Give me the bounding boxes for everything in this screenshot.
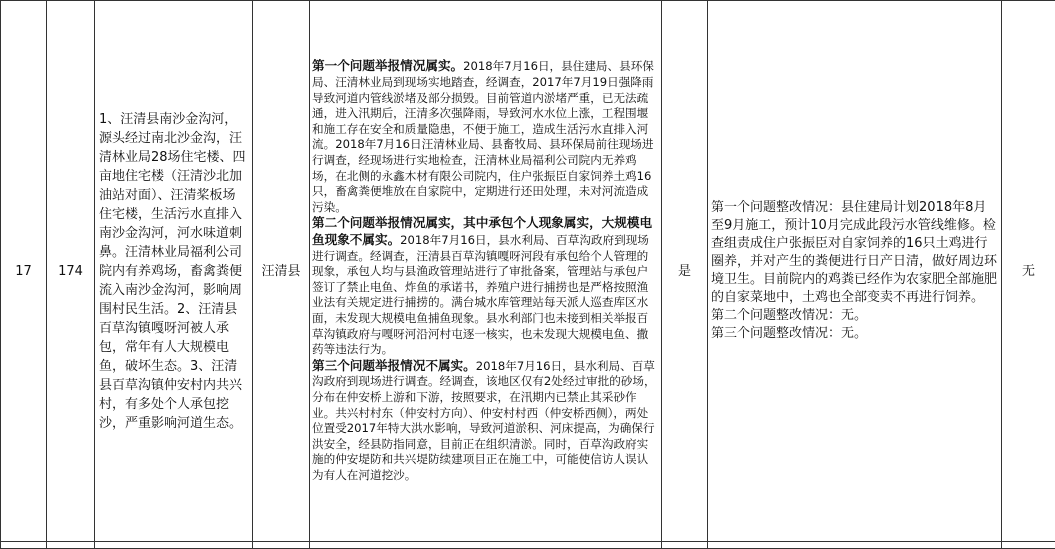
table-row-next xyxy=(1,542,1055,549)
rectification-cell xyxy=(708,1,1002,542)
next-row-cell xyxy=(708,542,1002,549)
next-row-cell xyxy=(1,542,47,549)
case-number-cell: 174 xyxy=(47,1,95,542)
table-row xyxy=(1,1,1055,542)
next-row-cell xyxy=(662,542,708,549)
next-row-cell xyxy=(253,542,310,549)
finding-1-heading: 第一个问题举报情况属实。 xyxy=(312,58,463,73)
issue-cell xyxy=(95,1,253,542)
issue-text: 1、汪清县南沙金沟河，源头经过南北沙金沟，汪清林业局28场住宅楼、四亩地住宅楼（汪清沙北加油站对面）、汪清桨板场住宅楼，生活污水直排入南沙金沟河，河水味道刺鼻。汪清林业局福利公司院内有养鸡场，畜禽粪便流入南沙金沟河，影响周围村民生活。2、汪清县百草沟镇嘎呀河被人承包，常年有人大规模电鱼，破坏生态。3、汪清县百草沟镇仲安村内共兴村，有多处个人承包挖沙，严重影响河道生态。 xyxy=(95,110,252,433)
finding-1 xyxy=(312,58,659,215)
next-row-cell xyxy=(1002,542,1055,549)
next-row-cell xyxy=(95,542,253,549)
finding-1-body: 2018年7月16日，县住建局、县环保局、汪清林业局到现场实地踏查，经调查，2017年7月19日强降雨导致河道内管线淤堵及部分损毁。目前管道内淤堵严重，已无法疏通，进入汛期后，汪清多次强降雨，导致河水水位上涨，工程围堰和施工存在安全和质量隐患，不便于施工，造成生活污水直排入河流。2018年7月16日汪清林业局、县畜牧局、县环保局前往现场进行调查，经现场进行实地检查，汪清林业局福利公司院内无养鸡场，在北侧的永鑫木材有限公司院内，住户张振臣自家饲养土鸡16只，畜禽粪便堆放在自家院中，定期进行还田处理，未对河流造成污染。 xyxy=(312,59,654,213)
next-row-cell xyxy=(47,542,95,549)
district-cell: 汪清县 xyxy=(253,1,310,542)
rectification-2: 第二个问题整改情况：无。 xyxy=(711,307,998,325)
seq-cell: 17 xyxy=(1,1,47,542)
finding-2 xyxy=(312,215,659,357)
finding-3 xyxy=(312,358,659,484)
finding-2-heading: 第二个问题举报情况属实，其中承包个人现象属实，大规模电鱼现象不属实。 xyxy=(312,215,652,247)
findings-text xyxy=(310,58,661,483)
findings-cell xyxy=(310,1,662,542)
next-row-cell xyxy=(310,542,662,549)
accountability-cell: 无 xyxy=(1002,1,1055,542)
rectification-3: 第三个问题整改情况：无。 xyxy=(711,325,998,343)
rectification-text xyxy=(708,199,1001,343)
finding-3-heading: 第三个问题举报情况不属实。 xyxy=(312,358,476,373)
verified-cell: 是 xyxy=(662,1,708,542)
finding-2-body: 2018年7月16日，县水利局、百草沟政府到现场进行调查。经调查，汪清县百草沟镇嘎呀河段有承包给个人管理的现象，承包人均与县渔政管理站进行了审批备案，管理站与承包户签订了禁止电鱼、炸鱼的承诺书，养殖户进行捕捞也是严格按照渔业法有关规定进行捕捞的。满台城水库管理站每天派人巡查库区水面，未发现大规模电鱼捕鱼现象。县水利部门也未接到相关举报百草沟镇政府与嘎呀河沿河村屯逐一核实，也未发现大规模电鱼、撒药等违法行为。 xyxy=(312,233,649,356)
finding-3-body: 2018年7月16日，县水利局、百草沟政府到现场进行调查。经调查，该地区仅有2处经过审批的砂场，分布在仲安桥上游和下游，按照要求，在汛期内已禁止其采砂作业。共兴村村东（仲安村方向）、仲安村村西（仲安桥西侧），两处位置受2017年特大洪水影响，导致河道淤积、河床提高，为确保行洪安全，经县防指同意，目前正在组织清淤。同时，百草沟政府实施的仲安堤防和共兴堤防续建项目正在施工中，可能使信访人误认为有人在河道挖沙。 xyxy=(312,359,656,482)
rectification-1: 第一个问题整改情况：县住建局计划2018年8月至9月施工，预计10月完成此段污水管线维修。检查组责成住户张振臣对自家饲养的16只土鸡进行圈养，并对产生的粪便进行日产日清，做好周边环境卫生。目前院内的鸡粪已经作为农家肥全部施肥的自家菜地中，土鸡也全部变卖不再进行饲养。 xyxy=(711,199,998,307)
